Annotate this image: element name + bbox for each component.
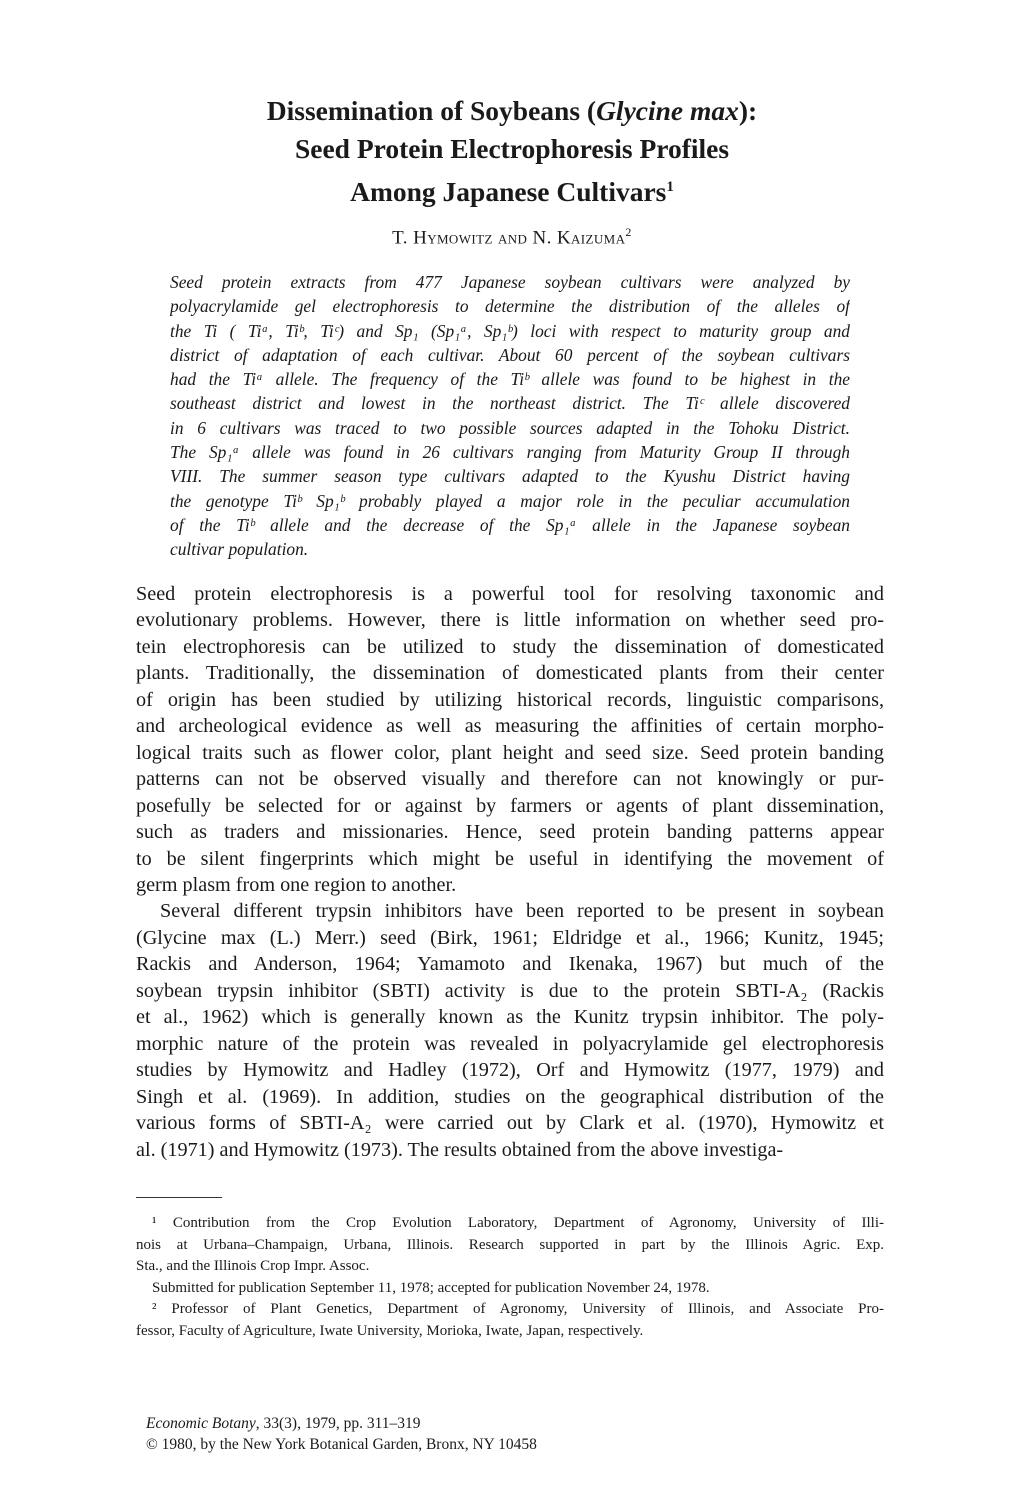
body-line: Seed protein electrophoresis is a powerful tool for resolving taxonomic and xyxy=(136,583,884,605)
body-line: to be silent fingerprints which might be useful in identifying the movement of xyxy=(136,847,884,870)
body-line: (Glycine max (L.) Merr.) seed (Birk, 1961; Eldridge et al., 1966; Kunitz, 1945; xyxy=(136,926,884,949)
title-line-2: Seed Protein Electrophoresis Profiles xyxy=(294,133,730,164)
title-line-3-text: Among Japanese Cultivars xyxy=(350,176,667,208)
body-line: morphic nature of the protein was revealed in polyacrylamide gel electrophoresis xyxy=(136,1032,884,1055)
abstract-line: district of adaptation of each cultivar. About 60 percent of the soybean cultivars xyxy=(170,344,850,365)
body-line: posefully be selected for or against by farmers or agents of plant dissemination, xyxy=(136,794,884,817)
body-line: tein electrophoresis can be utilized to study the dissemination of domesticated xyxy=(136,635,884,658)
body-line: and archeological evidence as well as measuring the affinities of certain morpho- xyxy=(136,715,884,738)
footnote-line: Submitted for publication September 11, 1978; accepted for publication November 24, 1978. xyxy=(152,1279,710,1296)
footnote-line: fessor, Faculty of Agriculture, Iwate University, Morioka, Iwate, Japan, respectively. xyxy=(136,1322,644,1339)
journal-details: , 33(3), 1979, pp. 311–319 xyxy=(255,1415,421,1432)
abstract-line: of the Tiᵇ allele and the decrease of the Sp₁ᵃ allele in the Japanese soybean xyxy=(170,514,850,535)
body-line: evolutionary problems. However, there is little information on whether seed pro- xyxy=(136,609,884,632)
body-line: logical traits such as flower color, plant height and seed size. Seed protein banding xyxy=(136,741,884,764)
abstract-line: the genotype Tiᵇ Sp₁ᵇ probably played a major role in the peculiar accumulation xyxy=(170,490,850,511)
abstract-line: southeast district and lowest in the northeast district. The Tiᶜ allele discovered xyxy=(170,393,850,414)
title-line-1 xyxy=(0,92,1024,130)
body-line: al. (1971) and Hymowitz (1973). The results obtained from the above investiga- xyxy=(136,1138,784,1161)
body-line: such as traders and missionaries. Hence, seed protein banding patterns appear xyxy=(136,821,884,844)
author-footnote-marker: 2 xyxy=(625,225,632,239)
journal-name: Economic Botany xyxy=(146,1415,256,1432)
body-line: of origin has been studied by utilizing historical records, linguistic comparisons, xyxy=(136,688,884,711)
title-species-name: Glycine max xyxy=(596,95,739,126)
body-line: Singh et al. (1969). In addition, studies on the geographical distribution of the xyxy=(136,1085,884,1108)
title-footnote-marker: 1 xyxy=(666,179,674,195)
body-line: patterns can not be observed visually and therefore can not knowingly or pur- xyxy=(136,768,884,791)
abstract-line: polyacrylamide gel electrophoresis to determine the distribution of the alleles of xyxy=(170,296,850,317)
author-names: T. Hymowitz and N. Kaizuma xyxy=(392,227,626,249)
copyright-line: © 1980, by the New York Botanical Garden, Bronx, NY 10458 xyxy=(146,1436,537,1453)
abstract-line: the Ti ( Tiᵃ, Tiᵇ, Tiᶜ) and Sp₁ (Sp₁ᵃ, Sp₁ᵇ) loci with respect to maturity group and xyxy=(170,320,850,341)
body-line: studies by Hymowitz and Hadley (1972), Orf and Hymowitz (1977, 1979) and xyxy=(136,1059,884,1082)
title-line-1-end: ): xyxy=(738,95,758,126)
abstract xyxy=(170,270,850,562)
body-line: Rackis and Anderson, 1964; Yamamoto and Ikenaka, 1967) but much of the xyxy=(136,953,884,976)
body-text xyxy=(136,581,884,1163)
title-line-3 xyxy=(0,168,1024,211)
body-line: germ plasm from one region to another. xyxy=(136,873,457,896)
body-line: plants. Traditionally, the dissemination of domesticated plants from their center xyxy=(136,662,884,685)
footnote-line: ² Professor of Plant Genetics, Department of Agronomy, University of Illinois, and Associate Pro- xyxy=(152,1301,884,1317)
body-line: various forms of SBTI-A₂ were carried out by Clark et al. (1970), Hymowitz et xyxy=(136,1112,884,1135)
footnote-line: nois at Urbana–Champaign, Urbana, Illinois. Research supported in part by the Illinois Agric. Exp. xyxy=(136,1236,884,1253)
abstract-line: VIII. The summer season type cultivars adapted to the Kyushu District having xyxy=(170,466,850,487)
body-line: Several different trypsin inhibitors have been reported to be present in soybean xyxy=(160,900,884,923)
abstract-line: had the Tiᵃ allele. The frequency of the Tiᵇ allele was found to be highest in the xyxy=(170,369,850,390)
citation-line xyxy=(146,1413,537,1434)
footnotes xyxy=(136,1213,884,1342)
abstract-line: in 6 cultivars was traced to two possible sources adapted in the Tohoku District. xyxy=(170,417,850,438)
footnote-line: Sta., and the Illinois Crop Impr. Assoc. xyxy=(136,1258,370,1274)
journal-citation xyxy=(146,1413,537,1455)
body-line: et al., 1962) which is generally known as the Kunitz trypsin inhibitor. The poly- xyxy=(136,1006,884,1029)
title-line-1-text: Dissemination of Soybeans ( xyxy=(266,95,597,126)
author-line xyxy=(0,225,1024,249)
abstract-line: Seed protein extracts from 477 Japanese soybean cultivars were analyzed by xyxy=(170,272,850,292)
body-line: soybean trypsin inhibitor (SBTI) activity is due to the protein SBTI-A₂ (Rackis xyxy=(136,979,884,1002)
abstract-line: cultivar population. xyxy=(170,539,309,560)
footnote-line: ¹ Contribution from the Crop Evolution Laboratory, Department of Agronomy, University of Illi- xyxy=(152,1215,884,1231)
paper-title xyxy=(0,92,1024,211)
abstract-line: The Sp₁ᵃ allele was found in 26 cultivars ranging from Maturity Group II through xyxy=(170,442,850,463)
footnote-separator xyxy=(136,1197,222,1198)
